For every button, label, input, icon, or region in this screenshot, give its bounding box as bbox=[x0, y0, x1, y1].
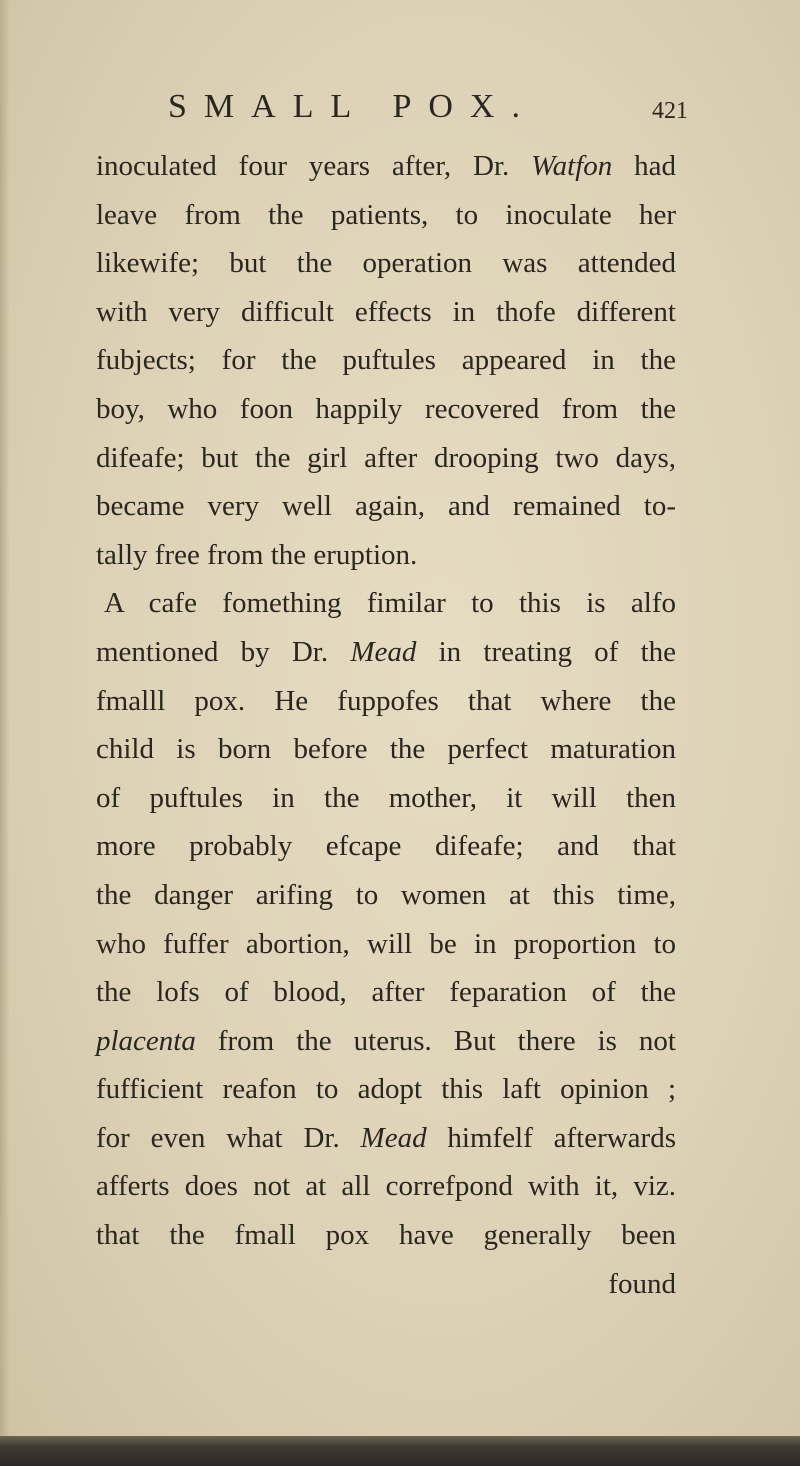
text-line: that the fmall pox have generally been bbox=[96, 1219, 676, 1252]
text-line: who fuffer abortion, will be in proportion to bbox=[96, 927, 676, 960]
text-line: fufficient reafon to adopt this laft opinion ; bbox=[96, 1073, 676, 1106]
text-line: child is born before the perfect maturation bbox=[96, 733, 676, 766]
text-line: mentioned by Dr. Mead in treating of the bbox=[96, 635, 676, 668]
text-line: likewife; but the operation was attended bbox=[96, 247, 676, 280]
text-line: placenta from the uterus. But there is not bbox=[96, 1024, 676, 1057]
text-line: inoculated four years after, Dr. Watfon had bbox=[96, 150, 676, 182]
text-line: with very difficult effects in thofe different bbox=[96, 295, 676, 328]
text-line: afferts does not at all correfpond with it, viz. bbox=[96, 1170, 676, 1203]
catchword: found bbox=[608, 1267, 676, 1300]
text-line: the lofs of blood, after feparation of the bbox=[96, 976, 676, 1009]
page-number: 421 bbox=[652, 98, 688, 124]
text-line: of puftules in the mother, it will then bbox=[96, 781, 676, 814]
text-line: boy, who foon happily recovered from the bbox=[96, 392, 676, 425]
text-line: the danger arifing to women at this time, bbox=[96, 878, 676, 911]
text-line: fubjects; for the puftules appeared in the bbox=[96, 344, 676, 377]
body-text bbox=[96, 142, 676, 1308]
page-bottom-shadow bbox=[0, 1436, 800, 1466]
text-line: became very well again, and remained to- bbox=[96, 490, 676, 523]
text-line: for even what Dr. Mead himfelf afterwards bbox=[96, 1121, 676, 1154]
text-line: tally free from the eruption. bbox=[96, 538, 418, 571]
page-header bbox=[0, 78, 800, 128]
text-line: A cafe fomething fimilar to this is alfo bbox=[104, 587, 676, 620]
text-line: leave from the patients, to inoculate her bbox=[96, 198, 676, 231]
text-line: more probably efcape difeafe; and that bbox=[96, 830, 676, 863]
text-line: difeafe; but the girl after drooping two days, bbox=[96, 441, 676, 474]
running-title: SMALL POX. bbox=[168, 88, 537, 125]
text-line: fmalll pox. He fuppofes that where the bbox=[96, 684, 676, 717]
page-gutter-shadow bbox=[0, 0, 10, 1466]
